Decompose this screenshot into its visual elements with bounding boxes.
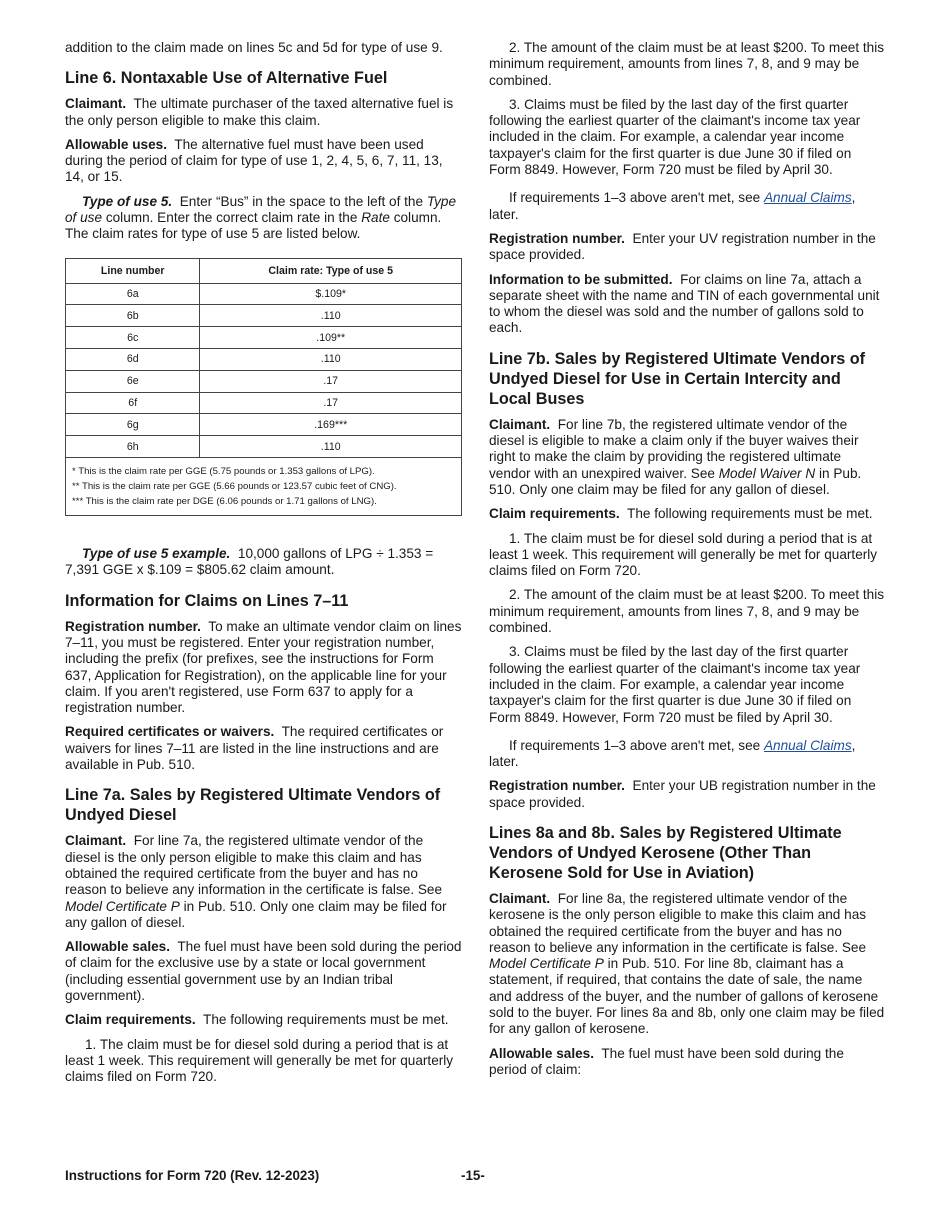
annual-claims-link[interactable]: Annual Claims [763, 190, 852, 206]
left-column [65, 40, 462, 1093]
heading-line-6: Line 6. Nontaxable Use of Alternative Fuel [65, 69, 388, 88]
registration-paragraph [65, 619, 462, 717]
table-row [66, 414, 462, 436]
c8-lead: Claimant. [489, 890, 551, 906]
tou5-italic-2: Rate [361, 210, 390, 226]
line7b-requirement-1: 1. The claim must be for diesel sold during a period that is at least 1 week. This requirement will generally be met for quarterly claims filed on Form 720. [489, 530, 878, 579]
registration-text: To make an ultimate vendor claim on lines 7–11, you must be registered. Enter your registration number, including the prefix (for prefixes, see the instructions for Form 637, Application for Registration), on the applicable line for your claim. If you aren't registered, use Form 637 to apply for a registration number. [65, 618, 462, 716]
right-column [489, 40, 885, 1086]
table-notes [66, 458, 462, 516]
heading-lines-8a-8b: Lines 8a and 8b. Sales by Registered Ultimate Vendors of Undyed Kerosene (Other Than Kerosene Sold for Use in Aviation) [489, 823, 842, 882]
line6-allowable-paragraph [65, 137, 462, 186]
cr7b-lead: Claim requirements. [489, 506, 620, 522]
c8-italic: Model Certificate P [489, 956, 604, 972]
type-of-use-5-paragraph [65, 194, 462, 243]
c7b-text-1: For line 7b, the registered ultimate vendor of the diesel is eligible to make a claim only if the buyer waives their right to make the claim by providing the registered ultimate vendor with an unexpired waiver. See [489, 416, 859, 481]
table-note-3: *** This is the claim rate per DGE (6.06 pounds or 1.71 gallons of LNG). [72, 496, 377, 508]
heading-info-claims: Information for Claims on Lines 7–11 [65, 591, 349, 610]
line7a-requirement-2: 2. The amount of the claim must be at least $200. To meet this minimum requirement, amounts from lines 7, 8, and 9 may be combined. [489, 40, 885, 88]
spacer [65, 516, 462, 546]
cell-rate: .109** [200, 327, 462, 349]
cr7b-text: The following requirements must be met. [627, 506, 873, 522]
tou5-text-2: column. Enter the correct claim rate in the [105, 210, 358, 226]
ifreq-text-2: , later. [489, 190, 856, 222]
line7b-claimant-paragraph [489, 417, 885, 498]
line7a-annual-claims-note [489, 190, 885, 223]
table-row [66, 305, 462, 327]
cell-rate: .110 [200, 305, 462, 327]
c8-text-1: For line 8a, the registered ultimate vendor of the kerosene is the only person eligible to make this claim and has obtained the required certificate from the buyer and has no reason to believe any information in the certificate is false. See [489, 890, 867, 955]
ub-registration-paragraph [489, 778, 885, 811]
c7a-italic: Model Certificate P [65, 898, 180, 914]
line7a-requirement-1: 1. The claim must be for diesel sold during a period that is at least 1 week. This requirement will generally be met for quarterly claims filed on Form 720. [65, 1036, 454, 1085]
as8-lead: Allowable sales. [489, 1045, 595, 1061]
tou5-italic-1: Type of use [65, 193, 457, 226]
claimant-lead: Claimant. [65, 96, 127, 112]
cell-line: 6b [66, 305, 200, 327]
cell-line: 6f [66, 392, 200, 414]
footer-page-number: -15- [461, 1168, 485, 1183]
line7a-allowable-sales-paragraph [65, 939, 462, 1004]
required-lead: Required certificates or waivers. [65, 724, 275, 740]
line8-allowable-sales-paragraph [489, 1046, 885, 1079]
line7b-requirement-2: 2. The amount of the claim must be at least $200. To meet this minimum requirement, amounts from lines 7, 8, and 9 may be combined. [489, 587, 885, 636]
uv-lead: Registration number. [489, 230, 625, 246]
c7b-italic: Model Waiver N [718, 465, 816, 481]
c7a-text-1: For line 7a, the registered ultimate vendor of the diesel is the only person eligible to make this claim and has obtained the required certificate from the buyer and has no reason to believe any information in the certificate is false. See [65, 833, 443, 898]
footer-form-title: Instructions for Form 720 (Rev. 12-2023) [65, 1168, 320, 1183]
table-header-row [66, 258, 462, 283]
cell-line: 6e [66, 370, 200, 392]
table-notes-row [66, 458, 462, 516]
line6-claimant-paragraph [65, 96, 462, 129]
table-row [66, 370, 462, 392]
ub-lead: Registration number. [489, 778, 625, 794]
uv-text: Enter your UV registration number in the space provided. [489, 230, 876, 263]
annual-claims-link-2[interactable]: Annual Claims [763, 737, 852, 753]
continued-paragraph: addition to the claim made on lines 5c and 5d for type of use 9. [65, 40, 443, 55]
info-submitted-paragraph [489, 272, 885, 337]
tou5-lead: Type of use 5. [82, 193, 173, 209]
cell-rate: $.109* [200, 283, 462, 305]
col-header-line-number: Line number [66, 258, 200, 283]
line7a-claim-requirements-paragraph [65, 1012, 462, 1028]
c8-text-2: in Pub. 510. For line 8b, claimant has a statement, if required, that contains the date of sale, the name and address of the buyer, and the number of gallons of kerosene sold to the buyer. For lines 8a and 8b, only one claim may be filed for any gallon of kerosene. [489, 956, 885, 1037]
line7a-claimant-paragraph [65, 833, 462, 931]
line7b-requirement-3: 3. Claims must be filed by the last day of the first quarter following the earliest quarter of the claimant's income tax year included in the claim. For example, a calendar year income taxpayer's claim for the first quarter is due June 30 if filed on Form 8849. However, Form 720 must be filed by April 30. [489, 644, 861, 725]
as-text: The fuel must have been sold during the period of claim for the exclusive use by a state or local government (including essential government use by an Indian tribal government). [65, 939, 462, 1003]
info-text: For claims on line 7a, attach a separate sheet with the name and TIN of each governmental unit to whom the diesel was sold and the number of gallons sold to each. [489, 271, 880, 336]
cell-rate: .17 [200, 370, 462, 392]
tou5-example-paragraph [65, 546, 462, 579]
cell-line: 6a [66, 283, 200, 305]
table-row [66, 392, 462, 414]
c7b-text-2: in Pub. 510. Only one claim may be filed for any gallon of diesel. [489, 465, 862, 497]
heading-line-7b: Line 7b. Sales by Registered Ultimate Vendors of Undyed Diesel for Use in Certain Intercity and Local Buses [489, 349, 866, 408]
ifreq2-text-2: , later. [489, 737, 856, 770]
registration-lead: Registration number. [65, 618, 201, 634]
allowable-lead: Allowable uses. [65, 136, 167, 152]
example-lead: Type of use 5 example. [82, 546, 231, 562]
cell-rate: .17 [200, 392, 462, 414]
ub-text: Enter your UB registration number in the space provided. [489, 778, 876, 810]
cell-rate: .110 [200, 349, 462, 371]
example-text: 10,000 gallons of LPG ÷ 1.353 = 7,391 GGE x $.109 = $805.62 claim amount. [65, 546, 434, 578]
line7a-requirement-3: 3. Claims must be filed by the last day of the first quarter following the earliest quarter of the claimant's income tax year included in the claim. For example, a calendar year income taxpayer's claim for the first quarter is due June 30 if filed on Form 8849. However, Form 720 must be filed by April 30. [489, 96, 861, 178]
required-certificates-paragraph [65, 724, 462, 773]
uv-registration-paragraph [489, 231, 885, 264]
required-text: The required certificates or waivers for lines 7–11 are listed in the line instructions and are available in Pub. 510. [65, 724, 444, 773]
table-row [66, 283, 462, 305]
cell-rate: .110 [200, 436, 462, 458]
c7b-lead: Claimant. [489, 416, 551, 432]
table-row [66, 436, 462, 458]
table-note-2: ** This is the claim rate per GGE (5.66 pounds or 123.57 cubic feet of CNG). [72, 481, 397, 493]
cr-text: The following requirements must be met. [203, 1012, 449, 1028]
tou5-text-1: Enter “Bus” in the space to the left of the [179, 193, 424, 209]
claimant-text: The ultimate purchaser of the taxed alternative fuel is the only person eligible to make this claim. [65, 96, 454, 128]
table-note-1: * This is the claim rate per GGE (5.75 pounds or 1.353 gallons of LPG). [72, 466, 375, 478]
as8-text: The fuel must have been sold during the period of claim: [489, 1045, 844, 1077]
info-lead: Information to be submitted. [489, 271, 673, 287]
tou5-text-3: column. The claim rates for type of use 5 are listed below. [65, 210, 442, 242]
cell-rate: .169*** [200, 414, 462, 436]
c7a-text-2: in Pub. 510. Only one claim may be filed for any gallon of diesel. [65, 898, 447, 930]
line8-claimant-paragraph [489, 891, 885, 1038]
cell-line: 6g [66, 414, 200, 436]
line7b-claim-requirements-paragraph [489, 506, 885, 522]
ifreq-text-1: If requirements 1–3 above aren't met, see [509, 190, 761, 206]
line7b-annual-claims-note [489, 738, 885, 771]
heading-line-7a: Line 7a. Sales by Registered Ultimate Vendors of Undyed Diesel [65, 786, 441, 825]
c7a-lead: Claimant. [65, 833, 127, 849]
cr-lead: Claim requirements. [65, 1012, 196, 1028]
cell-line: 6c [66, 327, 200, 349]
allowable-text: The alternative fuel must have been used during the period of claim for type of use 1, 2, 4, 5, 6, 7, 11, 13, 14, or 15. [65, 136, 443, 185]
table-row [66, 327, 462, 349]
cell-line: 6h [66, 436, 200, 458]
as-lead: Allowable sales. [65, 939, 171, 955]
table-row [66, 349, 462, 371]
col-header-claim-rate: Claim rate: Type of use 5 [200, 258, 462, 283]
cell-line: 6d [66, 349, 200, 371]
ifreq2-text-1: If requirements 1–3 above aren't met, see [509, 737, 761, 753]
claim-rate-table [65, 258, 462, 516]
